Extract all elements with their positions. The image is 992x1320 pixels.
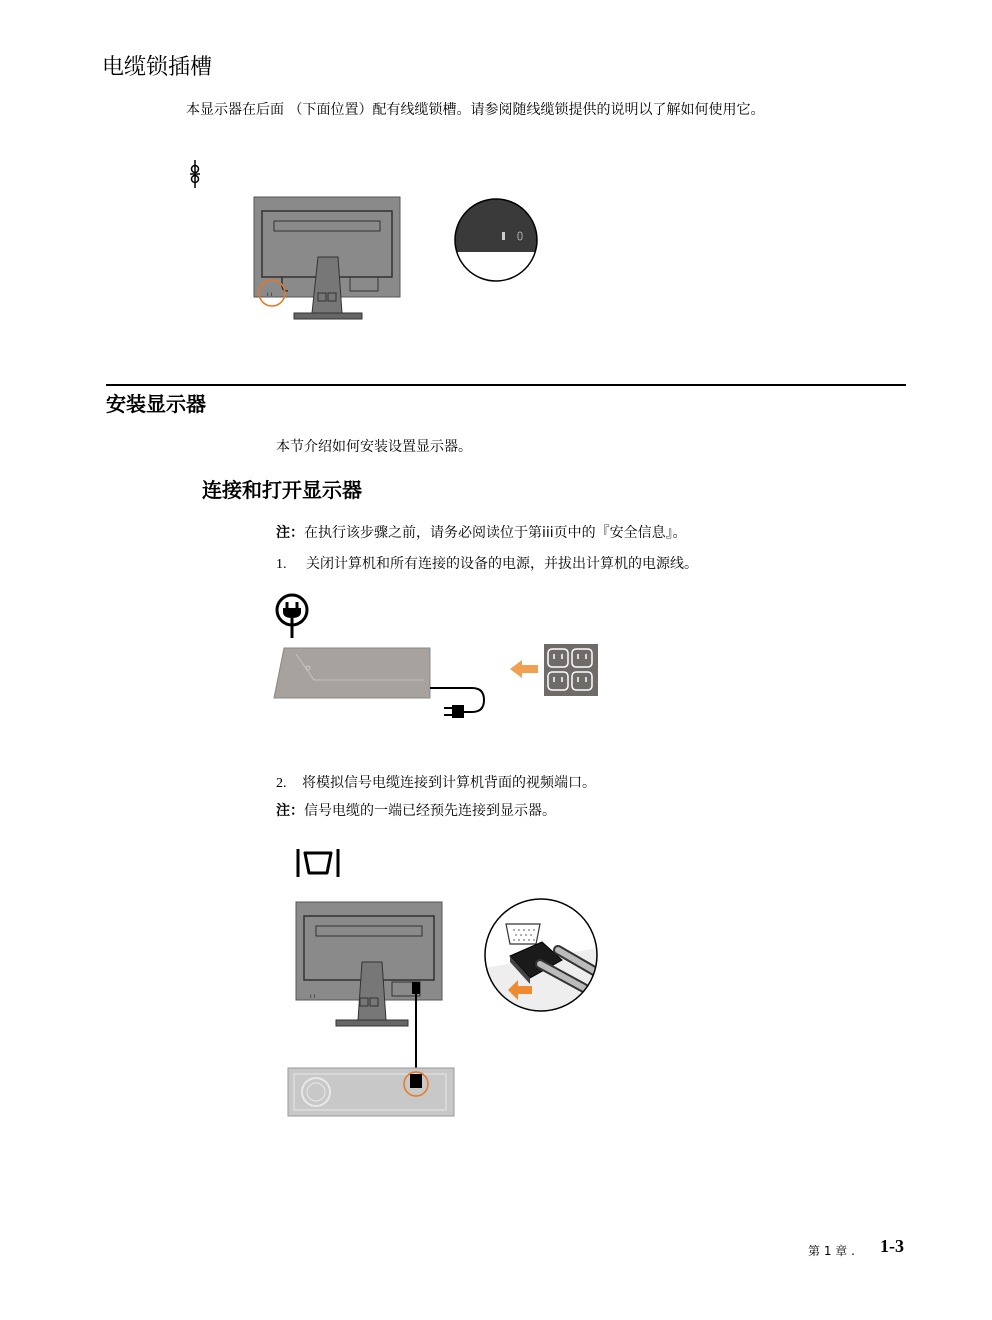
section-divider bbox=[106, 384, 906, 386]
note-label: 注： bbox=[276, 525, 304, 541]
note-cable bbox=[276, 800, 556, 820]
section-title-install: 安装显示器 bbox=[106, 392, 206, 416]
step-1 bbox=[276, 553, 698, 573]
note-text: 信号电缆的一端已经预先连接到显示器。 bbox=[304, 803, 556, 819]
cable-lock-description: 本显示器在后面 （下面位置）配有线缆锁槽。请参阅随线缆锁提供的说明以了解如何使用它。 bbox=[186, 102, 765, 118]
note-safety bbox=[276, 522, 687, 542]
vga-connection-illustration bbox=[288, 902, 456, 1120]
svg-text:ı ı: ı ı bbox=[267, 291, 273, 298]
step-2 bbox=[276, 772, 596, 792]
svg-text:ı ı: ı ı bbox=[310, 993, 316, 1000]
note-label: 注： bbox=[276, 803, 304, 819]
footer-chapter: 第 1 章 . bbox=[808, 1244, 855, 1258]
vga-connector-closeup bbox=[484, 898, 598, 1012]
install-intro: 本节介绍如何安装设置显示器。 bbox=[276, 439, 472, 455]
note-text: 在执行该步骤之前，请务必阅读位于第iii页中的『安全信息』。 bbox=[304, 525, 687, 541]
vga-port-icon bbox=[296, 848, 340, 878]
lock-slot-icon bbox=[188, 160, 202, 188]
step-number: 2. bbox=[276, 776, 287, 791]
step-text: 关闭计算机和所有连接的设备的电源，并拔出计算机的电源线。 bbox=[306, 556, 698, 572]
section-title-connect: 连接和打开显示器 bbox=[202, 478, 362, 502]
power-plug-icon bbox=[274, 594, 310, 640]
step-number: 1. bbox=[276, 557, 287, 572]
lock-slot-closeup bbox=[454, 198, 538, 282]
monitor-rear-illustration bbox=[254, 197, 402, 321]
footer-page-number: 1-3 bbox=[880, 1236, 904, 1256]
computer-unplug-illustration bbox=[274, 644, 604, 720]
step-text: 将模拟信号电缆连接到计算机背面的视频端口。 bbox=[302, 775, 596, 791]
section-title-cable-lock: 电缆锁插槽 bbox=[102, 55, 213, 80]
